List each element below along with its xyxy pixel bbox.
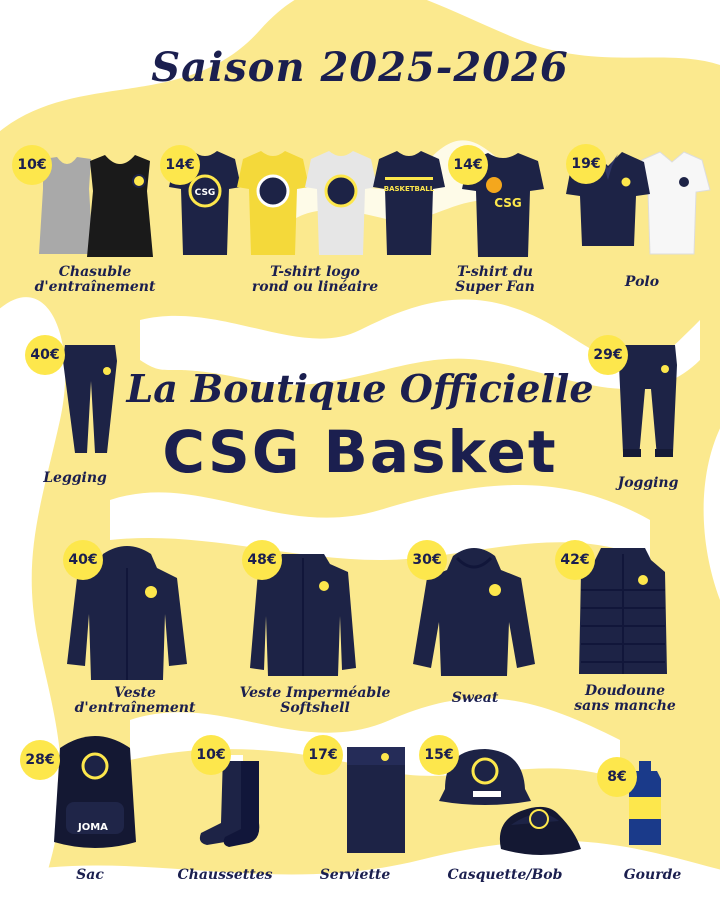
price-badge: 14€ — [160, 145, 200, 185]
product-sweat[interactable] — [405, 540, 545, 720]
tshirt-print-text: CSG — [494, 196, 522, 210]
product-name: Polo — [624, 274, 660, 290]
product-name: Veste d'entraînement — [74, 685, 196, 716]
product-tshirt-superfan[interactable] — [450, 145, 560, 305]
product-bag[interactable] — [20, 730, 160, 890]
product-name: Veste Imperméable Softshell — [239, 685, 391, 716]
product-name: Chaussettes — [177, 867, 273, 883]
shop-title: La Boutique Officielle — [126, 366, 594, 411]
price-badge: 14€ — [448, 145, 488, 185]
reversible-bib-icon — [35, 149, 165, 259]
price-badge: 40€ — [63, 540, 103, 580]
product-softshell-jacket[interactable] — [230, 540, 400, 720]
tshirt-print-text: CSG — [194, 188, 216, 198]
product-name: Sac — [76, 867, 104, 883]
product-chasuble[interactable] — [17, 145, 170, 305]
product-name: Doudoune sans manche — [574, 683, 676, 714]
price-badge: 28€ — [20, 740, 60, 780]
product-name: Gourde — [623, 867, 682, 883]
product-name: Serviette — [319, 867, 391, 883]
legging-icon — [55, 341, 125, 456]
product-towel[interactable] — [295, 735, 415, 890]
price-badge: 40€ — [25, 335, 65, 375]
product-cap-bucket-hat[interactable] — [415, 735, 595, 890]
price-badge: 42€ — [555, 540, 595, 580]
price-badge: 19€ — [566, 144, 606, 184]
price-badge: 10€ — [191, 735, 231, 775]
product-name: T-shirt du Super Fan — [455, 264, 535, 295]
product-name: Legging — [43, 470, 107, 486]
product-name: Jogging — [617, 475, 679, 491]
price-badge: 17€ — [303, 735, 343, 775]
club-name: CSG Basket — [162, 418, 558, 486]
price-badge: 15€ — [419, 735, 459, 775]
product-jogging[interactable] — [588, 335, 708, 495]
product-legging[interactable] — [25, 335, 135, 495]
towel-icon — [345, 745, 407, 855]
bag-brand-text: JOMA — [78, 822, 108, 833]
product-name: Casquette/Bob — [447, 867, 563, 883]
tshirt-print-text: BASKETBALL — [383, 185, 435, 193]
price-badge: 48€ — [242, 540, 282, 580]
price-badge: 30€ — [407, 540, 447, 580]
season-title: Saison 2025-2026 — [151, 44, 569, 91]
price-badge: 29€ — [588, 335, 628, 375]
tshirt-icon — [165, 147, 445, 259]
product-puffer-vest[interactable] — [555, 540, 695, 720]
product-name: Chasuble d'entraînement — [34, 264, 156, 295]
product-name: T-shirt logo rond ou linéaire — [251, 264, 379, 295]
price-badge: 10€ — [12, 145, 52, 185]
product-tshirt-logo[interactable] — [160, 145, 450, 305]
price-badge: 8€ — [597, 757, 637, 797]
product-water-bottle[interactable] — [595, 755, 710, 890]
product-socks[interactable] — [165, 735, 285, 890]
product-training-jacket[interactable] — [55, 540, 215, 720]
product-polo[interactable] — [562, 142, 712, 302]
product-name: Sweat — [451, 690, 499, 706]
